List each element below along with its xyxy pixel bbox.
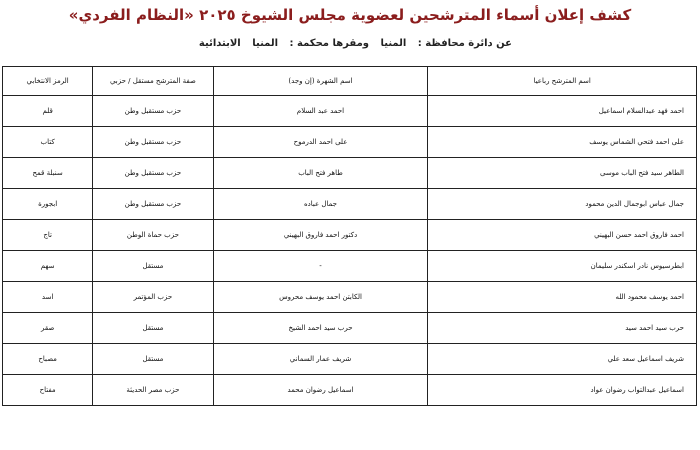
candidate-name: جمال عباس ابوجمال الدين محمود <box>428 189 697 220</box>
column-header-party: صفة المترشح مستقل / حزبي <box>93 67 213 96</box>
candidate-symbol: مصباح <box>3 344 93 375</box>
table-row <box>3 158 697 189</box>
table-header-row <box>3 67 697 96</box>
candidate-aka: على احمد الدرموح <box>213 127 428 158</box>
candidate-symbol: ابجورة <box>3 189 93 220</box>
table-row <box>3 344 697 375</box>
candidate-party: حزب مستقبل وطن <box>93 189 213 220</box>
table-row <box>3 251 697 282</box>
candidate-aka: حرب سيد احمد الشيخ <box>213 313 428 344</box>
candidate-party: حزب مستقبل وطن <box>93 96 213 127</box>
column-header-symbol: الرمز الانتخابي <box>3 67 93 96</box>
candidate-party: مستقل <box>93 251 213 282</box>
candidate-aka: شريف عمار السماني <box>213 344 428 375</box>
hq-prefix: ومقرها محكمة : <box>289 38 369 49</box>
court-type: الابتدائية <box>198 38 241 49</box>
table-row <box>3 313 697 344</box>
candidate-party: حزب مستقبل وطن <box>93 127 213 158</box>
candidate-party: مستقل <box>93 344 213 375</box>
candidate-party: مستقل <box>93 313 213 344</box>
candidate-party: حزب المؤتمر <box>93 282 213 313</box>
column-header-name: اسم المترشح رباعيا <box>428 67 697 96</box>
candidate-aka: اسماعيل رضوان محمد <box>213 375 428 406</box>
candidate-aka: الكابتن احمد يوسف محروس <box>213 282 428 313</box>
candidate-symbol: مفتاح <box>3 375 93 406</box>
candidate-aka: جمال عباده <box>213 189 428 220</box>
table-row <box>3 189 697 220</box>
candidate-symbol: سنبلة قمح <box>3 158 93 189</box>
table-row <box>3 96 697 127</box>
candidate-symbol: اسد <box>3 282 93 313</box>
document-title: كشف إعلان أسماء المترشحين لعضوية مجلس الشيوخ ٢٠٢٥ «النظام الفردي» <box>68 6 632 24</box>
candidate-name: احمد يوسف محمود الله <box>428 282 697 313</box>
table-row <box>3 375 697 406</box>
district-line <box>191 38 512 49</box>
candidate-symbol: تاج <box>3 220 93 251</box>
candidate-name: شريف اسماعيل سعد علي <box>428 344 697 375</box>
governorate-value: المنيا <box>380 38 407 49</box>
candidate-aka: دكتور احمد فاروق البهيني <box>213 220 428 251</box>
district-prefix: عن دائرة محافظة : <box>417 38 512 49</box>
candidate-aka: طاهر فتح الباب <box>213 158 428 189</box>
table-row <box>3 127 697 158</box>
candidate-symbol: صقر <box>3 313 93 344</box>
candidate-party: حزب مستقبل وطن <box>93 158 213 189</box>
candidate-name: احمد فاروق احمد حسن البهيني <box>428 220 697 251</box>
candidate-name: احمد فهد عبدالسلام اسماعيل <box>428 96 697 127</box>
candidate-aka: احمد عبد السلام <box>213 96 428 127</box>
candidate-name: ابطرسيوس نادر اسكندر سليمان <box>428 251 697 282</box>
candidate-symbol: سهم <box>3 251 93 282</box>
candidate-name: الطاهر سيد فتح الباب موسى <box>428 158 697 189</box>
candidate-name: حرب سيد احمد سيد <box>428 313 697 344</box>
candidate-aka: - <box>213 251 428 282</box>
candidate-name: اسماعيل عبدالتواب رضوان عواد <box>428 375 697 406</box>
candidate-symbol: كتاب <box>3 127 93 158</box>
candidate-name: على احمد فتحي الشماس يوسف <box>428 127 697 158</box>
table-row <box>3 220 697 251</box>
table-row <box>3 282 697 313</box>
candidate-symbol: قلم <box>3 96 93 127</box>
court-value: المنيا <box>252 38 279 49</box>
candidates-table <box>2 66 697 406</box>
candidate-party: حزب حماة الوطن <box>93 220 213 251</box>
candidate-party: حزب مصر الحديثة <box>93 375 213 406</box>
column-header-aka: اسم الشهرة (إن وجد) <box>213 67 428 96</box>
